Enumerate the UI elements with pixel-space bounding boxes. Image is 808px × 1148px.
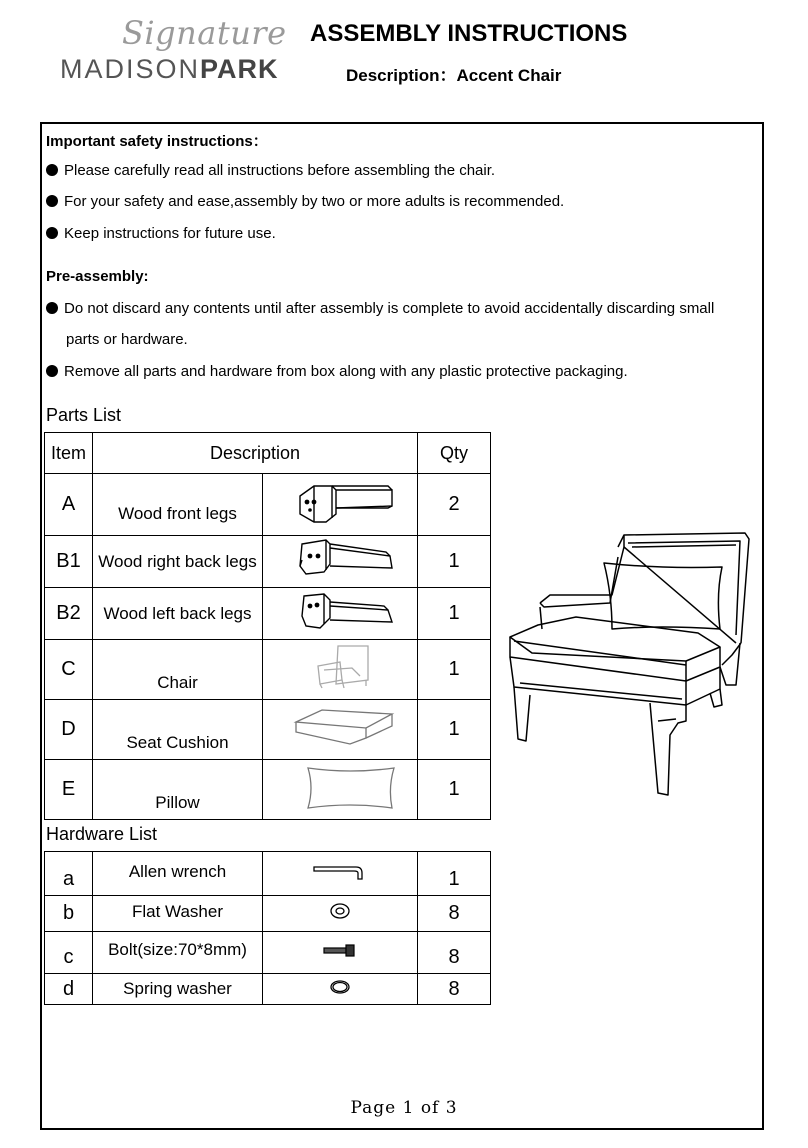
hardware-qty: 1 [418,852,491,896]
part-item: C [45,640,93,700]
chair-icon [263,640,418,700]
left-back-leg-icon [263,588,418,640]
allen-wrench-icon [263,852,418,896]
part-qty: 1 [418,760,491,820]
preassembly-item-continuation: parts or hardware. [66,331,188,348]
table-row [45,536,491,588]
part-qty: 1 [418,536,491,588]
part-qty: 1 [418,640,491,700]
bolt-icon [263,932,418,974]
front-leg-icon [263,474,418,536]
page-title: ASSEMBLY INSTRUCTIONS [310,20,628,47]
parts-list-title: Parts List [46,405,122,425]
part-description: Chair [93,640,263,700]
table-row [45,474,491,536]
bullet-icon [46,302,58,314]
table-row [45,640,491,700]
safety-item-text: For your safety and ease,assembly by two or more adults is recommended. [64,193,565,210]
part-qty: 1 [418,700,491,760]
hardware-item: a [45,852,93,896]
right-back-leg-icon [263,536,418,588]
table-row [45,896,491,932]
hardware-description: Bolt(size:70*8mm) [93,932,263,974]
part-description: Wood right back legs [93,536,263,588]
part-item: D [45,700,93,760]
part-item: B1 [45,536,93,588]
logo-brand-bold: PARK [200,54,279,84]
safety-item-text: Please carefully read all instructions before assembling the chair. [64,162,496,179]
hardware-item: c [45,932,93,974]
bullet-icon [46,365,58,377]
spring-washer-icon [263,974,418,1005]
page-number: Page 1 of 3 [350,1098,458,1118]
part-description: Wood front legs [93,474,263,536]
flat-washer-icon [263,896,418,932]
table-row [45,852,491,896]
table-row [45,974,491,1005]
hardware-table [44,851,491,1005]
hardware-item: b [45,896,93,932]
safety-item-text: Keep instructions for future use. [64,225,276,242]
part-description: Seat Cushion [93,700,263,760]
preassembly-heading: Pre-assembly: [46,268,149,285]
pillow-icon [263,760,418,820]
part-description: Wood left back legs [93,588,263,640]
part-description: Pillow [93,760,263,820]
table-row [45,700,491,760]
hardware-qty: 8 [418,932,491,974]
bullet-icon [46,195,58,207]
product-description: Description：Accent Chair [346,66,562,85]
part-item: A [45,474,93,536]
bullet-icon [46,227,58,239]
logo-brand [60,54,279,85]
qty-header: Qty [418,433,491,474]
preassembly-item-text: Remove all parts and hardware from box along with any plastic protective packaging. [64,363,628,380]
part-qty: 1 [418,588,491,640]
part-qty: 2 [418,474,491,536]
hardware-qty: 8 [418,974,491,1005]
madison-park-logo [60,14,290,84]
logo-script: Signature [122,14,287,52]
part-item: E [45,760,93,820]
safety-item [46,162,495,179]
hardware-item: d [45,974,93,1005]
safety-item [46,225,276,242]
preassembly-item [46,300,714,317]
table-row [45,588,491,640]
item-header: Item [45,433,93,474]
safety-item [46,193,564,210]
hardware-list-title: Hardware List [46,824,158,844]
bullet-icon [46,164,58,176]
part-item: B2 [45,588,93,640]
safety-heading: Important safety instructions： [46,133,268,150]
hardware-qty: 8 [418,896,491,932]
hardware-description: Spring washer [93,974,263,1005]
parts-header-row [45,433,491,474]
hardware-description: Allen wrench [93,852,263,896]
preassembly-item-text: Do not discard any contents until after assembly is complete to avoid accidentally discarding small [64,300,715,317]
table-row [45,932,491,974]
parts-table [44,432,491,820]
seat-cushion-icon [263,700,418,760]
accent-chair-illustration [500,525,760,805]
table-row [45,760,491,820]
description-header: Description [93,433,418,474]
logo-brand-light: MADISON [60,54,201,84]
hardware-description: Flat Washer [93,896,263,932]
preassembly-item [46,363,628,380]
